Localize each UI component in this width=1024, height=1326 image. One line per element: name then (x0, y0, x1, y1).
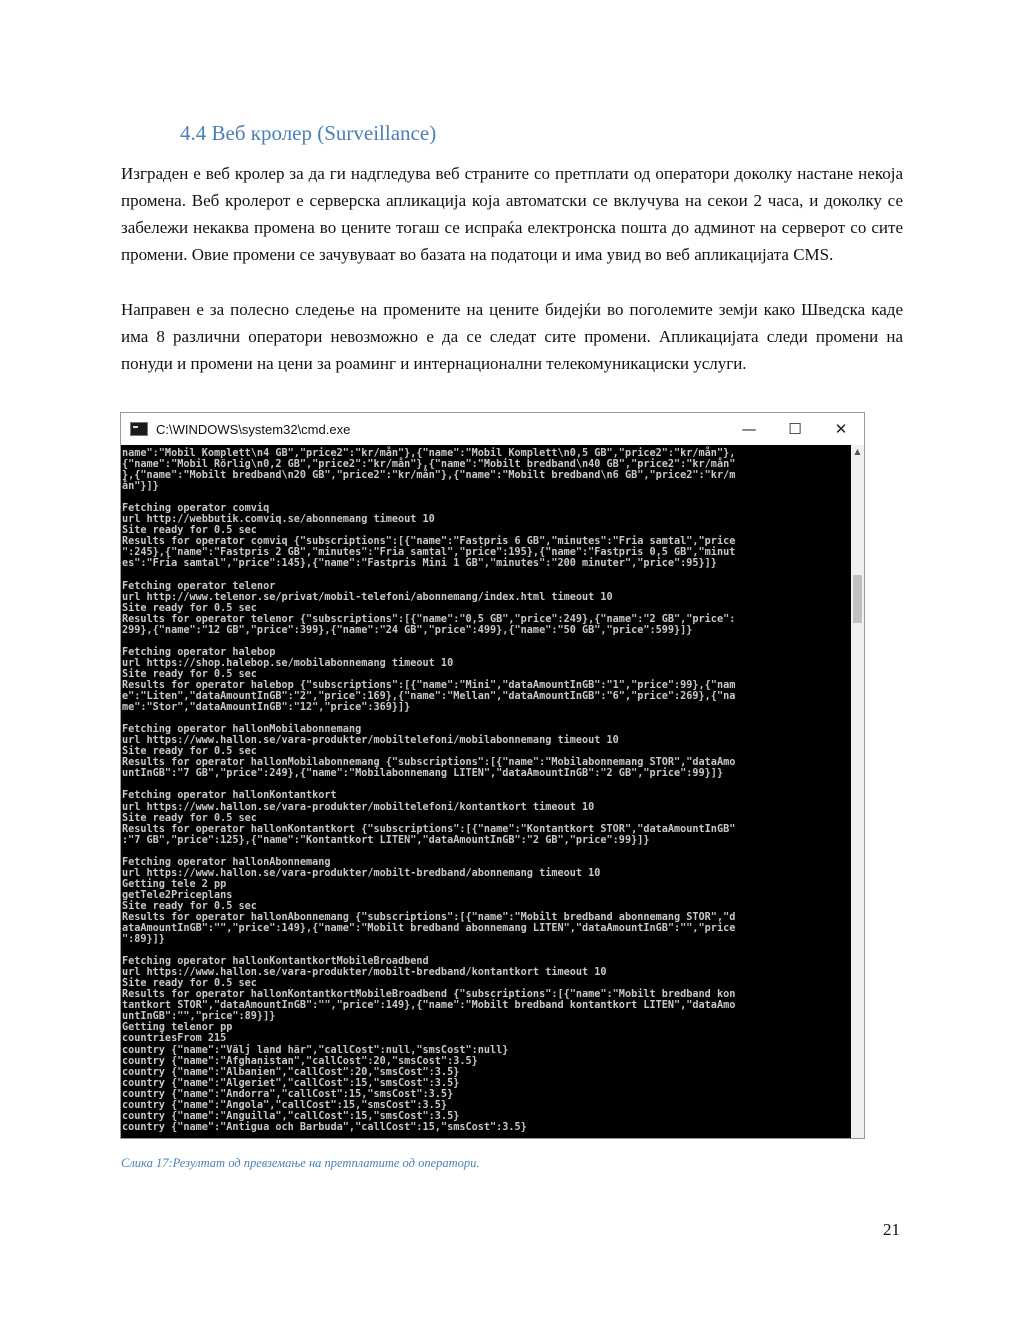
vertical-scrollbar[interactable] (851, 445, 864, 1138)
close-button[interactable]: ✕ (834, 420, 848, 438)
figure-caption: Слика 17:Резултат од превземање на претплатите од оператори. (121, 1156, 480, 1170)
page-number: 21 (883, 1220, 900, 1239)
section-heading: 4.4 Веб кролер (Surveillance) (180, 121, 437, 145)
cmd-titlebar (121, 413, 864, 445)
scrollbar-thumb[interactable] (853, 575, 862, 623)
paragraph-2: Направен е за полесно следење на промените на цените бидејќи во поголемите земји како Шведска каде има 8 различни оператори невозможно е да се следат сите промени. Апликацијата следи промени на понуди и промени на цени за роаминг и интернационални телекомуникациски услуги. (121, 300, 903, 373)
scroll-up-arrow-icon[interactable]: ▲ (854, 447, 861, 456)
cmd-window-screenshot (120, 412, 865, 1139)
cmd-icon (130, 422, 148, 436)
cmd-window-title: C:\WINDOWS\system32\cmd.exe (156, 421, 351, 437)
console-output-area (121, 445, 851, 1138)
paragraph-1: Изграден е веб кролер за да ги надгледува веб страните со претплати од оператори доколку настане некоја промена. Веб кролерот е серверска апликација која автоматски се вклучува на секои 2 часа, и доколку се забележи некаква промена во цените тогаш се испраќа електронска пошта до админот на серверот со сите промени. Овие промени се зачувуваат во базата на податоци и има увид во веб апликацијата CMS. (121, 164, 903, 264)
maximize-button[interactable]: ☐ (788, 420, 802, 438)
minimize-button[interactable]: — (741, 420, 757, 438)
console-output: name":"Mobil Komplett\n4 GB","price2":"kr/mån"},{"name":"Mobil Komplett\n0,5 GB","price2":"kr/mån"}, {"name":"Mobil Rörlig\n0,2 GB","price2":"kr/mån"},{"name":"Mobilt bredband\n40 GB","price2":"kr/mån" },{"name":"Mobilt bredband\n20 GB","price2":"kr/mån"},{"name":"Mobilt bredband\n6 GB","price2":"kr/m ån"}]} Fetching operator comviq url http://webbutik.comviq.se/abonnemang timeout 10 Site ready for 0.5 sec Results for operator comviq {"subscriptions":[{"name":"Fastpris 6 GB","minutes":"Fria samtal","price ":245},{"name":"Fastpris 2 GB","minutes":"Fria samtal","price":195},{"name":"Fastpris 0,5 GB","minut es":"Fria samtal","price":145},{"name":"Fastpris Mini 1 GB","minutes":"200 minuter","price":95}]} Fetching operator telenor url http://www.telenor.se/privat/mobil-telefoni/abonnemang/index.html timeout 10 Site ready for 0.5 sec Results for operator telenor {"subscriptions":[{"name":"0,5 GB","price":249},{"name":"2 GB","price": 299},{"name":"12 GB","price":399},{"name":"24 GB","price":499},{"name":"50 GB","price":599}]} Fetching operator halebop url https://shop.halebop.se/mobilabonnemang timeout 10 Site ready for 0.5 sec Results for operator halebop {"subscriptions":[{"name":"Mini","dataAmountInGB":"1","price":99},{"nam e":"Liten","dataAmountInGB":"2","price":169},{"name":"Mellan","dataAmountInGB":"6","price":269},{"na me":"Stor","dataAmountInGB":"12","price":369}]} Fetching operator hallonMobilabonnemang url https://www.hallon.se/vara-produkter/mobiltelefoni/mobilabonnemang timeout 10 Site ready for 0.5 sec Results for operator hallonMobilabonnemang {"subscriptions":[{"name":"Mobilabonnemang STOR","dataAmo untInGB":"7 GB","price":249},{"name":"Mobilabonnemang LITEN","dataAmountInGB":"2 GB","price":99}]} Fetching operator hallonKontantkort url https://www.hallon.se/vara-produkter/mobiltelefoni/kontantkort timeout 10 Site ready for 0.5 sec Results for operator hallonKontantkort {"subscriptions":[{"name":"Kontantkort STOR","dataAmountInGB" :"7 GB","price":125},{"name":"Kontantkort LITEN","dataAmountInGB":"2 GB","price":99}]} Fetching operator hallonAbonnemang url https://www.hallon.se/vara-produkter/mobilt-bredband/abonnemang timeout 10 Getting tele 2 pp getTele2Priceplans Site ready for 0.5 sec Results for operator hallonAbonnemang {"subscriptions":[{"name":"Mobilt bredband abonnemang STOR","d ataAmountInGB":"","price":149},{"name":"Mobilt bredband abonnemang LITEN","dataAmountInGB":"","price ":89}]} Fetching operator hallonKontantkortMobileBroadbend url https://www.hallon.se/vara-produkter/mobilt-bredband/kontantkort timeout 10 Site ready for 0.5 sec Results for operator hallonKontantkortMobileBroadbend {"subscriptions":[{"name":"Mobilt bredband kon tantkort STOR","dataAmountInGB":"","price":149},{"name":"Mobilt bredband kontantkort LITEN","dataAmo untInGB":"","price":89}]} Getting telenor pp countriesFrom 215 country {"name":"Välj land här","callCost":null,"smsCost":null} country {"name":"Afghanistan","callCost":20,"smsCost":3.5} country {"name":"Albanien","callCost":20,"smsCost":3.5} country {"name":"Algeriet","callCost":15,"smsCost":3.5} country {"name":"Andorra","callCost":15,"smsCost":3.5} country {"name":"Angola","callCost":15,"smsCost":3.5} country {"name":"Anguilla","callCost":15,"smsCost":3.5} country {"name":"Antigua och Barbuda","callCost":15,"smsCost":3.5} (122, 448, 736, 1133)
